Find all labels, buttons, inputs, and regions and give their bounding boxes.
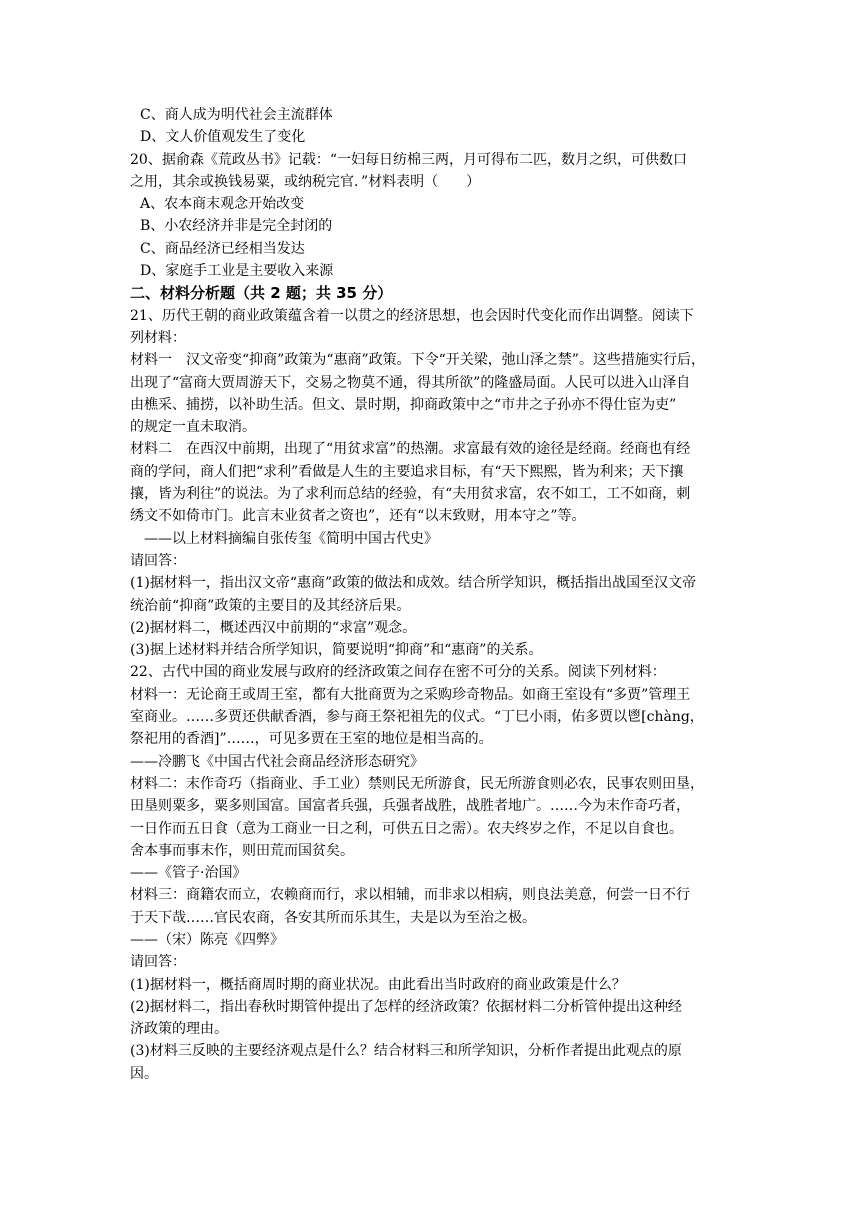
q22-question-3-line-2: 因。 <box>130 1065 158 1082</box>
q21-material-1-line-1: 材料一 汉文帝变“抑商”政策为“惠商”政策。下令“开关梁，弛山泽之禁”。这些措施实行后， <box>130 352 705 369</box>
q21-question-1-line-2: 统治前“抑商”政策的主要目的及其经济后果。 <box>130 597 411 614</box>
q22-question-1: (1)据材料一，概括商周时期的商业状况。由此看出当时政府的商业政策是什么？ <box>130 976 626 993</box>
q21-material-1-line-3: 由樵采、捕捞，以补助生活。但文、景时期，抑商政策中之“市井之子孙亦不得仕宦为吏” <box>130 396 677 413</box>
q21-material-1-line-4: 的规定一直未取消。 <box>130 419 256 436</box>
q20-option-c: C、商品经济已经相当发达 <box>140 240 305 257</box>
q21-material-2-line-1: 材料二 在西汉中前期，出现了“用贫求富”的热潮。求富最有效的途径是经商。经商也有经 <box>130 441 691 458</box>
q22-question-2-line-2: 济政策的理由。 <box>130 1021 228 1038</box>
q22-material-1-line-2: 室商业。……多贾还供献香酒，参与商王祭祀祖先的仪式。“丁巳小雨，佑多贾以鬯[chàng， <box>130 709 704 726</box>
q22-intro: 22、古代中国的商业发展与政府的经济政策之间存在密不可分的关系。阅读下列材料： <box>130 664 666 681</box>
q22-material-2-line-1: 材料二：末作奇巧（指商业、手工业）禁则民无所游食，民无所游食则必农，民事农则田垦， <box>130 775 704 792</box>
q21-question-3: (3)据上述材料并结合所学知识，简要说明“抑商”和“惠商”的关系。 <box>130 642 543 659</box>
q21-intro-line-1: 21、历代王朝的商业政策蕴含着一以贯之的经济思想，也会因时代变化而作出调整。阅读下 <box>130 307 694 324</box>
q22-material-1-source: ——冷鹏飞《中国古代社会商品经济形态研究》 <box>130 753 424 770</box>
q21-intro-line-2: 列材料： <box>130 329 186 346</box>
q22-question-2-line-1: (2)据材料二，指出春秋时期管仲提出了怎样的经济政策？依据材料二分析管仲提出这种经 <box>130 998 682 1015</box>
q22-ask: 请回答： <box>130 954 186 971</box>
q21-material-2-line-3: 攘，皆为利往”的说法。为了求利而总结的经验，有“夫用贫求富，农不如工，工不如商，刺 <box>130 486 691 503</box>
q21-material-2-line-2: 商的学问，商人们把“求利”看做是人生的主要追求目标，有“天下熙熙，皆为利来；天下攘 <box>130 463 684 480</box>
q21-source: ——以上材料摘编自张传玺《简明中国古代史》 <box>130 530 438 547</box>
q22-material-2-line-2: 田垦则粟多，粟多则国富。国富者兵强，兵强者战胜，战胜者地广。……今为末作奇巧者， <box>130 798 690 815</box>
q22-material-3-line-1: 材料三：商籍农而立，农赖商而行，求以相辅，而非求以相病，则良法美意，何尝一日不行 <box>130 887 690 904</box>
document-page <box>130 104 742 1085</box>
q20-stem-line-1: 20、据俞森《荒政丛书》记载：“一妇每日纺棉三两，月可得布二匹，数月之织，可供数口 <box>130 151 687 168</box>
q20-option-d: D、家庭手工业是主要收入来源 <box>140 263 334 280</box>
q22-material-1-line-1: 材料一：无论商王或周王室，都有大批商贾为之采购珍奇物品。如商王室设有“多贾”管理王 <box>130 686 691 703</box>
q22-material-2-line-3: 一日作而五日食（意为工商业一日之利，可供五日之需）。农夫终岁之作，不足以自食也。 <box>130 820 683 837</box>
q21-material-1-line-2: 出现了“富商大贾周游天下，交易之物莫不通，得其所欲”的隆盛局面。人民可以进入山泽自 <box>130 374 691 391</box>
q19-option-c: C、商人成为明代社会主流群体 <box>140 107 333 123</box>
q22-material-3-source: ——（宋）陈亮《四弊》 <box>130 931 284 948</box>
q20-option-a: A、农本商末观念开始改变 <box>140 196 305 213</box>
q22-material-3-line-2: 于天下哉……官民农商，各安其所而乐其生，夫是以为至治之极。 <box>130 909 536 926</box>
q22-question-3-line-1: (3)材料三反映的主要经济观点是什么？结合材料三和所学知识，分析作者提出此观点的原 <box>130 1043 682 1060</box>
section-2-heading: 二、材料分析题（共 2 题；共 35 分） <box>130 284 393 303</box>
q19-option-d: D、文人价值观发生了变化 <box>140 129 306 146</box>
q22-material-2-source: ——《管子·治国》 <box>130 865 247 882</box>
q21-question-1-line-1: (1)据材料一，指出汉文帝“惠商”政策的做法和成效。结合所学知识，概括指出战国至汉文帝 <box>130 575 697 592</box>
q22-material-1-line-3: 祭祀用的香酒]”……，可见多贾在王室的地位是相当高的。 <box>130 731 493 748</box>
q21-question-2: (2)据材料二，概述西汉中前期的“求富”观念。 <box>130 619 417 636</box>
q20-option-b: B、小农经济并非是完全封闭的 <box>140 218 333 235</box>
q20-stem-line-2: 之用，其余或换钱易粟，或纳税完官．”材料表明（ ） <box>130 173 481 190</box>
q22-material-2-line-4: 舍本事而事末作，则田荒而国贫矣。 <box>130 842 354 859</box>
q21-ask: 请回答： <box>130 552 186 569</box>
q21-material-2-line-4: 绣文不如倚市门。此言末业贫者之资也”，还有“以末致财，用本守之”等。 <box>130 508 586 525</box>
